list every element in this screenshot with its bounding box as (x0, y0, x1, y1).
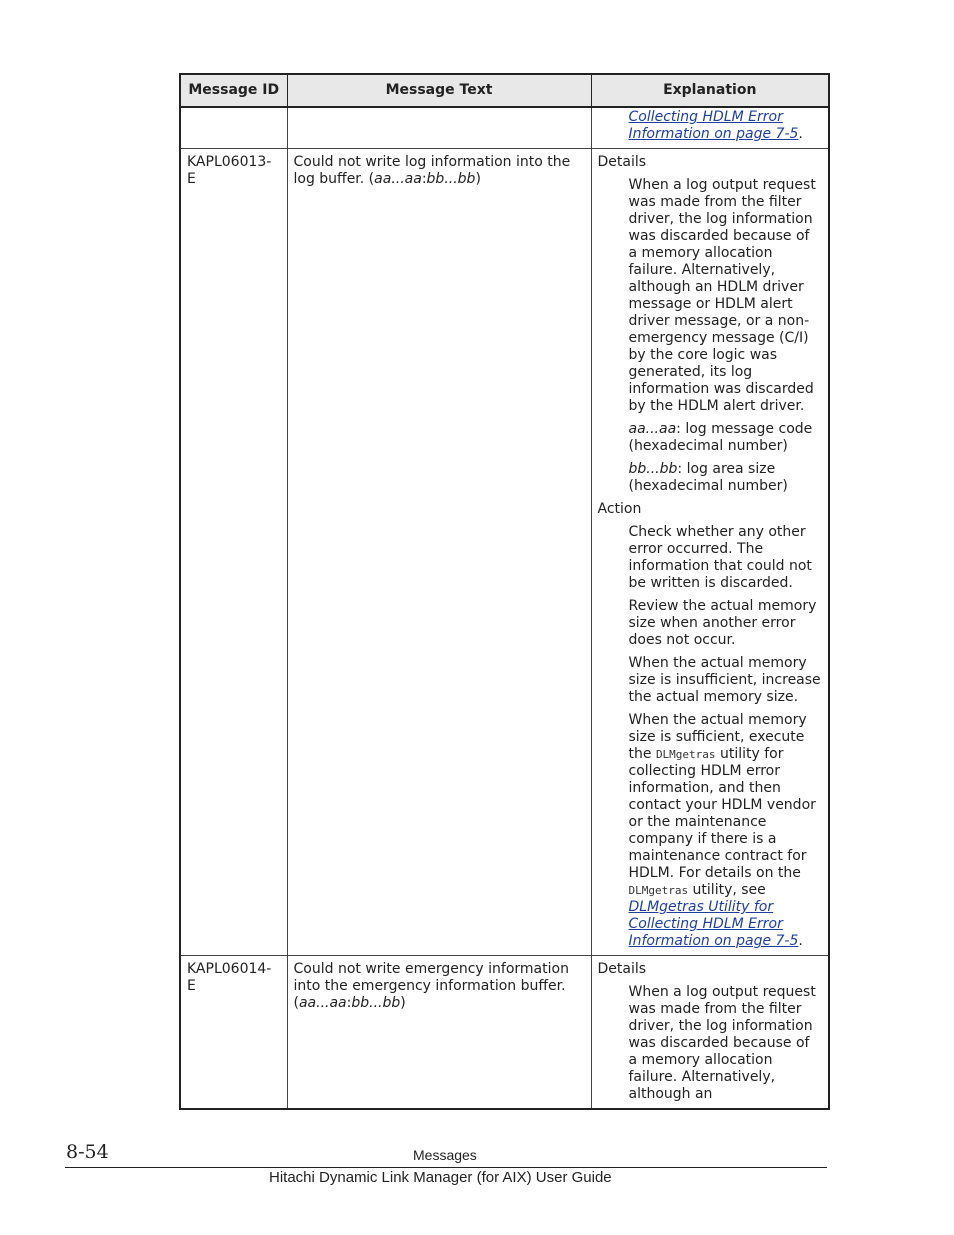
dlmgetras-code: DLMgetras (655, 748, 716, 761)
message-id: KAPL06014-E (187, 961, 272, 994)
message-id: KAPL06013-E (187, 154, 272, 187)
message-text-cell (287, 956, 591, 1110)
close-paren: ) (400, 995, 406, 1011)
action-step-4 (629, 712, 823, 950)
variable-aa: aa...aa (374, 171, 422, 187)
table-header-row (180, 74, 829, 107)
details-text: When a log output request was made from the filter driver, the log information was discarded because of a memory allocation failure. Alternatively, although an HDLM driver message or HDLM alert driver message, or a non-emergency message (C/I) by the core logic was generated, its log information was discarded by the HDLM alert driver. (628, 177, 816, 414)
footer-divider (65, 1167, 827, 1168)
table-row (180, 149, 829, 956)
message-text: Could not write emergency information into the emergency information buffer. ( (293, 961, 569, 1011)
action-step-2: Review the actual memory size when another error does not occur. (628, 598, 817, 648)
reference-link[interactable]: Collecting HDLM Error Information on page 7-5 (628, 109, 799, 142)
action-4-text-c: utility, see (688, 882, 766, 898)
action-label: Action (597, 501, 642, 517)
separator: : (346, 995, 352, 1011)
variable-aa: aa...aa (298, 995, 347, 1011)
details-label: Details (597, 154, 647, 170)
action-step-1: Check whether any other error occurred. The information that could not be written is discarded. (628, 524, 812, 591)
param-aa-desc: : log message code (hexadecimal number) (628, 421, 813, 454)
explanation-cell (591, 956, 829, 1110)
separator: : (421, 171, 427, 187)
footer-book-title: Hitachi Dynamic Link Manager (for AIX) User Guide (269, 1169, 612, 1186)
action-step-3: When the actual memory size is insufficient, increase the actual memory size. (628, 655, 821, 705)
continued-reference (629, 109, 823, 143)
header-message-id: Message ID (180, 74, 287, 107)
param-aa-name: aa...aa (628, 421, 677, 437)
message-text-cell (287, 149, 591, 956)
period: . (798, 126, 803, 142)
message-text: Could not write log information into the log buffer. ( (293, 154, 571, 187)
details-label: Details (597, 961, 647, 977)
explanation-cell (591, 107, 829, 149)
period: . (798, 933, 803, 949)
param-bb-name: bb...bb (628, 461, 678, 477)
text-cell (287, 107, 591, 149)
header-message-text: Message Text (287, 74, 591, 107)
param-bb (629, 461, 823, 495)
message-id-cell (180, 956, 287, 1110)
action-4-text-a: When the actual memory size is sufficient, execute the (628, 712, 807, 762)
reference-link[interactable]: DLMgetras Utility for Collecting HDLM Error Information on page 7-5 (628, 899, 799, 949)
message-id-cell (180, 149, 287, 956)
details-text: When a log output request was made from the filter driver, the log information was discarded because of a memory allocation failure. Alternatively, although an (628, 984, 816, 1102)
page-number: 8-54 (66, 1141, 109, 1163)
explanation-cell (591, 149, 829, 956)
variable-bb: bb...bb (351, 995, 401, 1011)
close-paren: ) (475, 171, 481, 187)
param-aa (629, 421, 823, 455)
table-row (180, 956, 829, 1110)
header-explanation: Explanation (591, 74, 829, 107)
table-row (180, 107, 829, 149)
id-cell (180, 107, 287, 149)
variable-bb: bb...bb (426, 171, 476, 187)
footer-section: Messages (413, 1147, 477, 1163)
action-4-text-b: utility for collecting HDLM error information, and then contact your HDLM vendor or the maintenance company if there is a maintenance contract for HDLM. For details on the (628, 746, 816, 881)
param-bb-desc: : log area size (hexadecimal number) (628, 461, 788, 494)
dlmgetras-code: DLMgetras (628, 884, 689, 897)
messages-table (179, 73, 830, 1110)
